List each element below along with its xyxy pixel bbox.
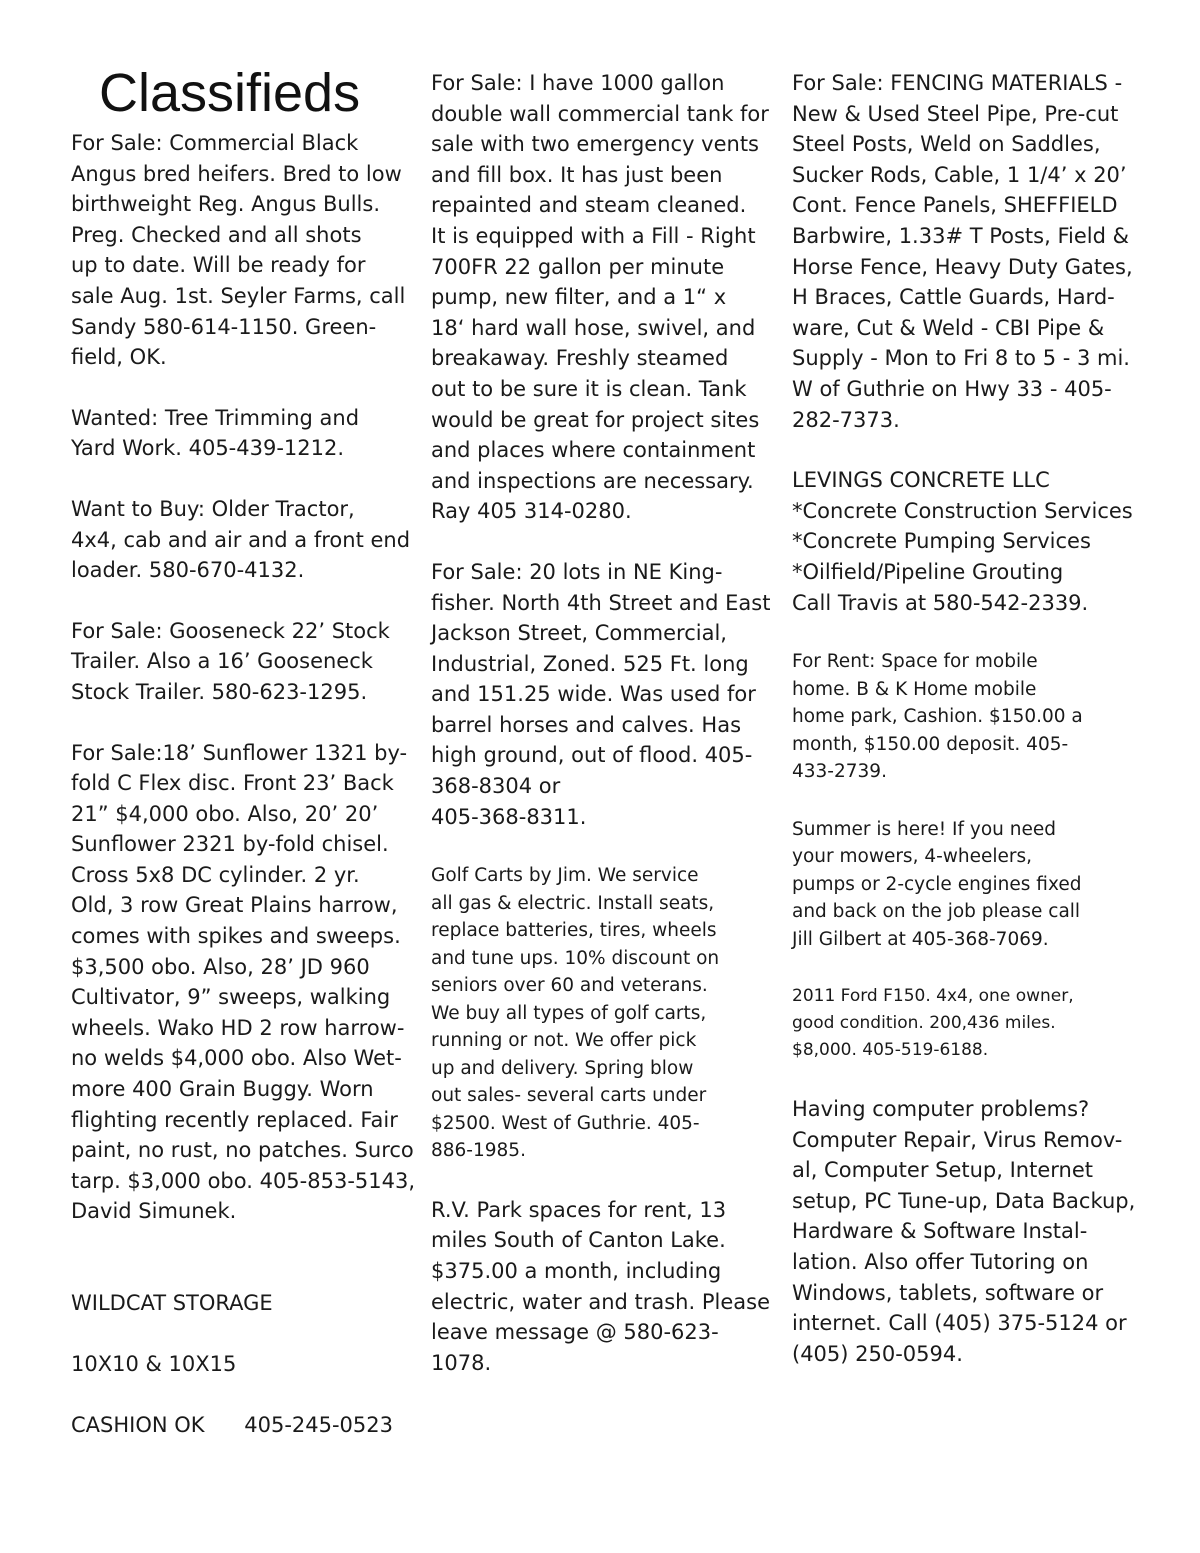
storage-phone: 405-245-0523 (244, 1412, 393, 1437)
ad-levings-concrete: LEVINGS CONCRETE LLC *Concrete Construction Services *Concrete Pumping Services *Oilfield/Pipeline Grouting Call Travis at 580-542-2339. (792, 468, 1133, 615)
column-3 (792, 68, 1137, 1399)
storage-city: CASHION OK (71, 1412, 205, 1437)
ad-wildcat-storage (71, 1257, 416, 1471)
column-1 (71, 62, 416, 1501)
ad-small-engine-repair: Summer is here! If you need your mowers, 4-wheelers, pumps or 2-cycle engines fixed and back on the job please call Jill Gilbert at 405-368-7069. (792, 818, 1082, 950)
ad-ford-f150: 2011 Ford F150. 4x4, one owner, good condition. 200,436 miles. $8,000. 405-519-6188. (792, 986, 1074, 1061)
ad-commercial-tank: For Sale: I have 1000 gallon double wall commercial tank for sale with two emergency vents and fill box. It has just been repainted and steam cleaned. It is equipped with a Fill - Right 700FR 22 gallon per minute pump, new filter, and a 1“ x 18‘ hard wall hose, swivel, and breakaway. Freshly steamed out to be sure it is clean. Tank would be great for project sites and places where containment and inspections are necessary. Ray 405 314-0280. (431, 71, 769, 524)
page-title: Classifieds (99, 63, 361, 123)
column-2 (431, 68, 776, 1408)
storage-contact-row (71, 1410, 393, 1441)
ad-sunflower-equipment: For Sale:18’ Sunflower 1321 by- fold C Flex disc. Front 23’ Back 21” $4,000 obo. Also, 20’ 20’ Sunflower 2321 by-fold chisel. Cross 5x8 DC cylinder. 2 yr. Old, 3 row Great Plains harrow, comes with spikes and sweeps. $3,500 obo. Also, 28’ JD 960 Cultivator, 9” sweeps, walking wheels. Wako HD 2 row harrow- no welds $4,000 obo. Also Wet- more 400 Grain Buggy. Worn flighting recently replaced. Fair paint, no rust, no patches. Surco tarp. $3,000 obo. 405-853-5143, David Simunek. (71, 740, 416, 1224)
ad-fencing-materials: For Sale: FENCING MATERIALS - New & Used Steel Pipe, Pre-cut Steel Posts, Weld on Saddles, Sucker Rods, Cable, 1 1/4’ x 20’ Cont. Fence Panels, SHEFFIELD Barbwire, 1.33# T Posts, Field & Horse Fence, Heavy Duty Gates, H Braces, Cattle Guards, Hard- ware, Cut & Weld - CBI Pipe & Supply - Mon to Fri 8 to 5 - 3 mi. W of Guthrie on Hwy 33 - 405- 282-7373. (792, 71, 1133, 432)
ad-computer-repair: Having computer problems? Computer Repair, Virus Remov- al, Computer Setup, Internet setup, PC Tune-up, Data Backup, Hardware & Software Instal- lation. Also offer Tutoring on Windows, tablets, software or internet. Call (405) 375-5124 or (405) 250-0594. (792, 1097, 1136, 1366)
ad-rv-park: R.V. Park spaces for rent, 13 miles South of Canton Lake. $375.00 a month, including electric, water and trash. Please leave message @ 580-623- 1078. (431, 1197, 770, 1375)
ad-older-tractor: Want to Buy: Older Tractor, 4x4, cab and air and a front end loader. 580-670-4132. (71, 496, 411, 583)
storage-sizes: 10X10 & 10X15 (71, 1351, 237, 1376)
ad-golf-carts: Golf Carts by Jim. We service all gas & electric. Install seats, replace batteries, tires, wheels and tune ups. 10% discount on seniors over 60 and veterans. We buy all types of golf carts, running or not. We offer pick up and delivery. Spring blow out sales- several carts under $2500. West of Guthrie. 405- 886-1985. (431, 865, 720, 1162)
ad-tree-trimming: Wanted: Tree Trimming and Yard Work. 405-439-1212. (71, 405, 360, 461)
ad-mobile-home-rent: For Rent: Space for mobile home. B & K Home mobile home park, Cashion. $150.00 a month, $150.00 deposit. 405- 433-2739. (792, 651, 1083, 783)
ad-angus-heifers: For Sale: Commercial Black Angus bred heifers. Bred to low birthweight Reg. Angus Bulls. Preg. Checked and all shots up to date. Will be ready for sale Aug. 1st. Seyler Farms, call Sandy 580-614-1150. Green- field, OK. (71, 131, 406, 370)
ad-kingfisher-lots: For Sale: 20 lots in NE King- fisher. North 4th Street and East Jackson Street, Commercial, Industrial, Zoned. 525 Ft. long and 151.25 wide. Was used for barrel horses and calves. Has high ground, out of flood. 405- 368-8304 or 405-368-8311. (431, 559, 771, 829)
storage-name: WILDCAT STORAGE (71, 1290, 273, 1315)
ad-gooseneck-trailer: For Sale: Gooseneck 22’ Stock Trailer. Also a 16’ Gooseneck Stock Trailer. 580-623-1295. (71, 618, 390, 704)
